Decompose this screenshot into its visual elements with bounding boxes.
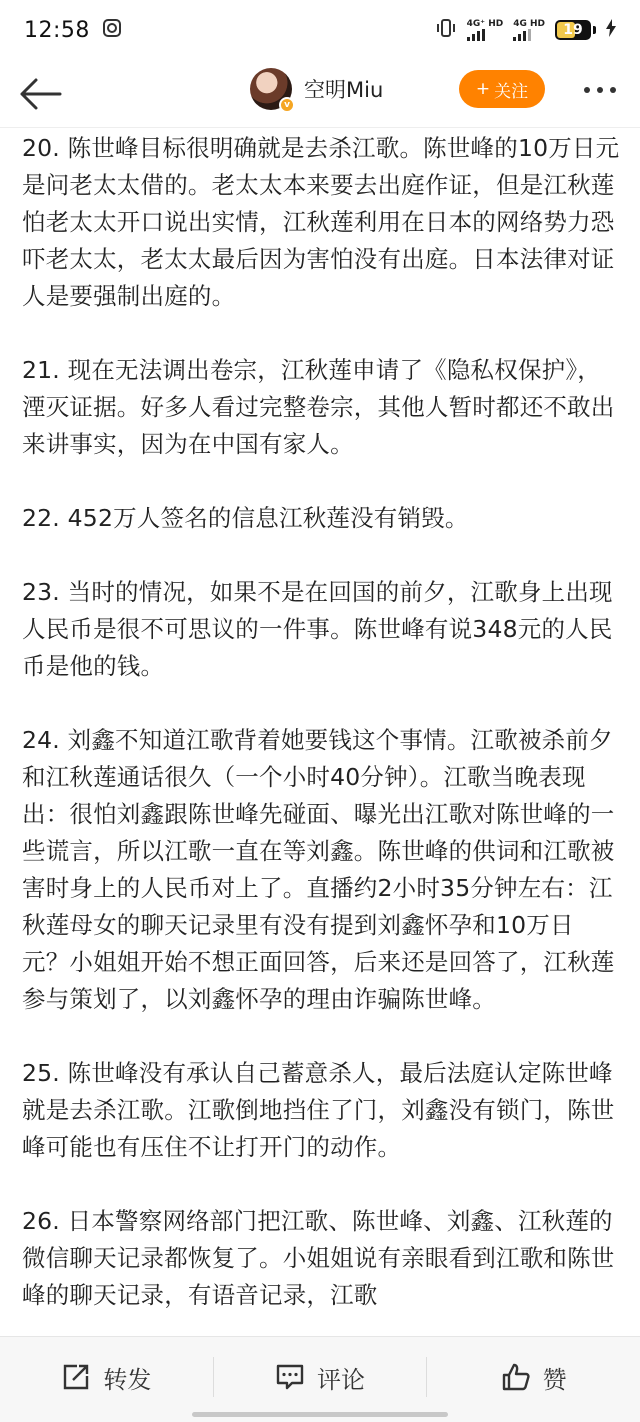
more-dot-icon	[584, 87, 590, 93]
post-paragraph-20: 20. 陈世峰目标很明确就是去杀江歌。陈世峰的10万日元是问老太太借的。老太太本来要去出庭作证，但是江秋莲怕老太太开口说出实情，江秋莲利用在日本的网络势力恐吓老太太，老太太最后因为害怕没有出庭。日本法律对证人是要强制出庭的。	[22, 134, 620, 310]
signal-bars-2-icon	[513, 29, 531, 41]
back-arrow-icon	[18, 77, 62, 111]
repost-icon	[61, 1362, 91, 1392]
vibrate-icon	[435, 18, 457, 42]
comment-button[interactable]	[214, 1337, 427, 1417]
battery-icon	[555, 20, 591, 40]
status-bar	[0, 0, 640, 60]
more-dot-icon	[597, 87, 603, 93]
repost-label: 转发	[103, 1365, 152, 1394]
post-paragraph-25: 25. 陈世峰没有承认自己蓄意杀人，最后法庭认定陈世峰就是去杀江歌。江歌倒地挡住了门，刘鑫没有锁门，陈世峰可能也有压住不让打开门的动作。	[22, 1059, 615, 1161]
post-paragraph-24: 24. 刘鑫不知道江歌背着她要钱这个事情。江歌被杀前夕和江秋莲通话很久（一个小时40分钟）。江歌当晚表现出：很怕刘鑫跟陈世峰先碰面、曝光出江歌对陈世峰的一些谎言，所以江歌一直在等刘鑫。陈世峰的供词和江歌被害时身上的人民币对上了。直播约2小时35分钟左右：江秋莲母女的聊天记录里有没有提到刘鑫怀孕和10万日元？小姐姐开始不想正面回答，后来还是回答了，江秋莲参与策划了，以刘鑫怀孕的理由诈骗陈世峰。	[22, 726, 615, 1013]
author-profile[interactable]	[250, 68, 383, 110]
post-paragraph-21: 21. 现在无法调出卷宗，江秋莲申请了《隐私权保护》，湮灭证据。好多人看过完整卷宗，其他人暂时都还不敢出来讲事实，因为在中国有家人。	[22, 356, 615, 458]
like-label: 赞	[542, 1365, 567, 1394]
signal-2	[513, 20, 545, 41]
bottom-action-bar	[0, 1336, 640, 1422]
like-button[interactable]	[427, 1337, 640, 1417]
repost-button[interactable]	[0, 1337, 213, 1417]
comment-icon	[275, 1362, 305, 1392]
comment-label: 评论	[317, 1365, 365, 1394]
battery-nub	[593, 26, 596, 34]
follow-plus-icon: +	[475, 79, 491, 99]
battery-level: 19	[563, 22, 583, 38]
network-label-1: 4G⁺ HD	[466, 18, 504, 29]
signal-bars-1-icon	[467, 29, 485, 41]
follow-button[interactable]	[459, 70, 545, 108]
signal-1	[467, 20, 504, 41]
thumbs-up-icon	[501, 1362, 531, 1392]
post-paragraph-26: 26. 日本警察网络部门把江歌、陈世峰、刘鑫、江秋莲的微信聊天记录都恢复了。小姐姐说有亲眼看到江歌和陈世峰的聊天记录，有语音记录，江歌	[22, 1207, 615, 1309]
status-right	[435, 18, 616, 42]
back-button[interactable]	[14, 70, 66, 118]
home-indicator[interactable]	[192, 1412, 448, 1417]
post-paragraph-22: 22. 452万人签名的信息江秋莲没有销毁。	[22, 504, 469, 532]
verified-badge-icon: v	[279, 97, 295, 113]
status-left	[24, 18, 122, 43]
more-dot-icon	[610, 87, 616, 93]
post-content	[22, 130, 620, 1335]
network-label-2: 4G HD	[513, 18, 545, 29]
status-time: 12:58	[24, 17, 90, 43]
charging-icon	[606, 19, 616, 41]
post-paragraph-23: 23. 当时的情况，如果不是在回国的前夕，江歌身上出现人民币是很不可思议的一件事。陈世峰有说348元的人民币是他的钱。	[22, 578, 613, 680]
more-options-button[interactable]	[574, 74, 626, 106]
post-header	[0, 60, 640, 128]
follow-label: 关注	[494, 81, 529, 102]
app-notification-icon	[102, 18, 122, 42]
username[interactable]: 空明Miu	[304, 78, 384, 102]
avatar[interactable]	[250, 68, 292, 110]
